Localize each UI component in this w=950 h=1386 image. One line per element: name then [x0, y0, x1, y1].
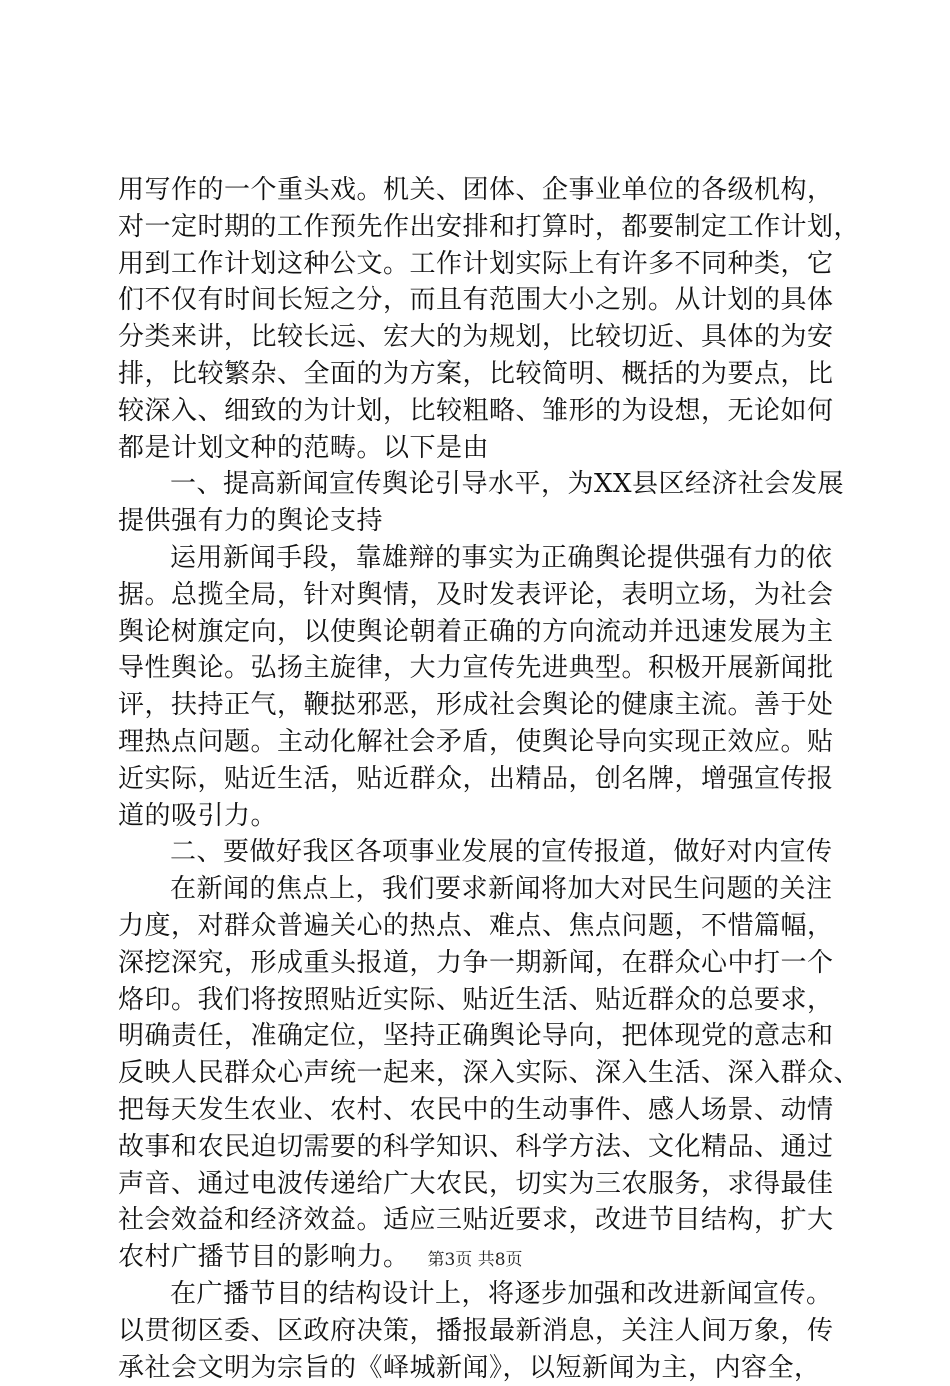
- text-line: 烙印。我们将按照贴近实际、贴近生活、贴近群众的总要求，: [118, 982, 838, 1019]
- text-line: 用到工作计划这种公文。工作计划实际上有许多不同种类，它: [118, 246, 838, 283]
- text-line: 在新闻的焦点上，我们要求新闻将加大对民生问题的关注: [118, 871, 838, 908]
- text-line: 运用新闻手段，靠雄辩的事实为正确舆论提供强有力的依: [118, 540, 838, 577]
- section-heading: 一、提高新闻宣传舆论引导水平，为XX县区经济社会发展: [118, 466, 838, 503]
- text-line: 深挖深究，形成重头报道，力争一期新闻，在群众心中打一个: [118, 945, 838, 982]
- text-line: 以贯彻区委、区政府决策，播报最新消息，关注人间万象，传: [118, 1313, 838, 1350]
- text-line: 评，扶持正气，鞭挞邪恶，形成社会舆论的健康主流。善于处: [118, 687, 838, 724]
- text-line: 较深入、细致的为计划，比较粗略、雏形的为设想，无论如何: [118, 393, 838, 430]
- page-number: 第3页 共8页: [427, 1250, 522, 1270]
- text-line: 反映人民群众心声统一起来，深入实际、深入生活、深入群众、: [118, 1055, 838, 1092]
- text-line: 用写作的一个重头戏。机关、团体、企事业单位的各级机构，: [118, 172, 838, 209]
- document-body: [118, 172, 838, 1386]
- text-line: 都是计划文种的范畴。以下是由: [118, 430, 838, 467]
- section-heading: 二、要做好我区各项事业发展的宣传报道，做好对内宣传: [118, 834, 838, 871]
- section-heading: 提供强有力的舆论支持: [118, 503, 838, 540]
- text-line: 导性舆论。弘扬主旋律，大力宣传先进典型。积极开展新闻批: [118, 650, 838, 687]
- text-line: 承社会文明为宗旨的《峄城新闻》，以短新闻为主，内容全，: [118, 1350, 838, 1386]
- text-line: 农村广播节目的影响力。: [118, 1239, 838, 1276]
- text-line: 舆论树旗定向，以使舆论朝着正确的方向流动并迅速发展为主: [118, 614, 838, 651]
- text-line: 在广播节目的结构设计上，将逐步加强和改进新闻宣传。: [118, 1276, 838, 1313]
- text-line: 近实际，贴近生活，贴近群众，出精品，创名牌，增强宣传报: [118, 761, 838, 798]
- text-line: 理热点问题。主动化解社会矛盾，使舆论导向实现正效应。贴: [118, 724, 838, 761]
- text-line: 故事和农民迫切需要的科学知识、科学方法、文化精品、通过: [118, 1129, 838, 1166]
- text-line: 排，比较繁杂、全面的为方案，比较简明、概括的为要点，比: [118, 356, 838, 393]
- text-line: 把每天发生农业、农村、农民中的生动事件、感人场景、动情: [118, 1092, 838, 1129]
- text-line: 道的吸引力。: [118, 798, 838, 835]
- text-line: 们不仅有时间长短之分，而且有范围大小之别。从计划的具体: [118, 282, 838, 319]
- text-line: 力度，对群众普遍关心的热点、难点、焦点问题，不惜篇幅，: [118, 908, 838, 945]
- text-line: 对一定时期的工作预先作出安排和打算时，都要制定工作计划，: [118, 209, 838, 246]
- page-footer: [0, 1245, 950, 1270]
- text-line: 声音、通过电波传递给广大农民，切实为三农服务，求得最佳: [118, 1166, 838, 1203]
- text-line: 据。总揽全局，针对舆情，及时发表评论，表明立场，为社会: [118, 577, 838, 614]
- text-line: 社会效益和经济效益。适应三贴近要求，改进节目结构，扩大: [118, 1202, 838, 1239]
- text-line: 明确责任，准确定位，坚持正确舆论导向，把体现党的意志和: [118, 1018, 838, 1055]
- text-line: 分类来讲，比较长远、宏大的为规划，比较切近、具体的为安: [118, 319, 838, 356]
